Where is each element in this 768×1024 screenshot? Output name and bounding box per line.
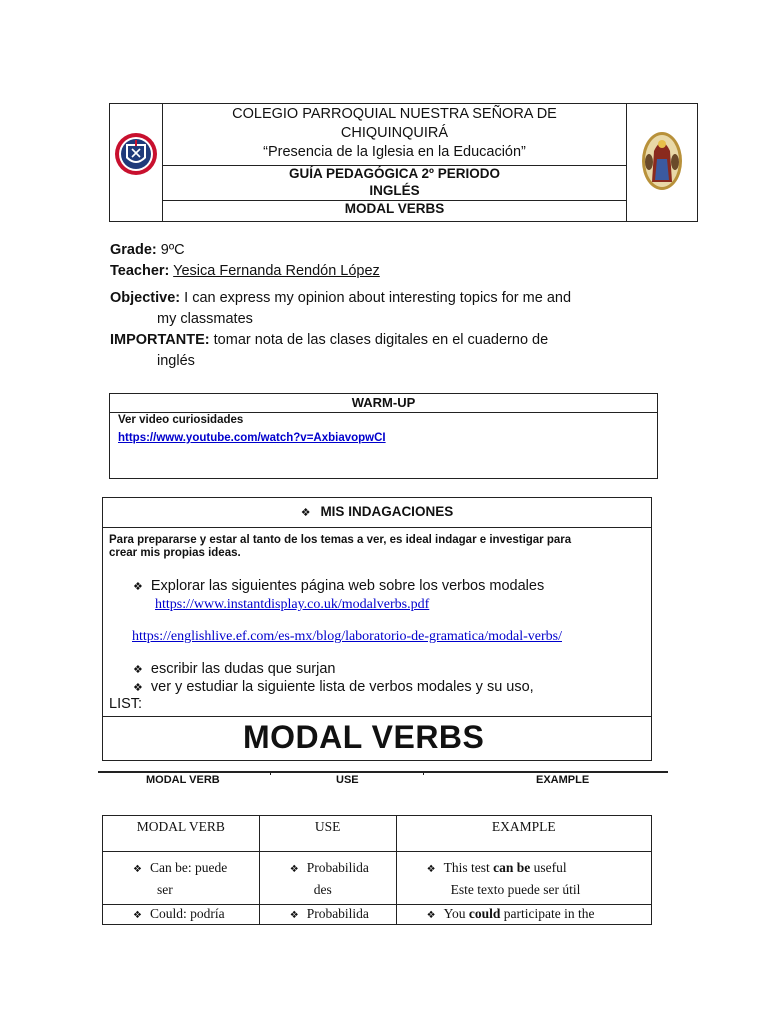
verb-text: Can be: puede	[149, 860, 228, 875]
important-line	[110, 332, 548, 348]
divider	[103, 716, 651, 717]
diamond-bullet-icon: ❖	[133, 663, 143, 676]
diamond-bullet-icon: ❖	[133, 910, 142, 921]
table-header-row	[103, 816, 652, 852]
verb-text: Could: podría	[149, 906, 225, 921]
objective-text-2: my classmates	[157, 311, 253, 327]
use-text: Probabilida	[306, 906, 369, 921]
th-example: EXAMPLE	[396, 816, 651, 852]
table-row	[103, 905, 652, 925]
header-text	[162, 104, 627, 221]
englishlive-link[interactable]: https://englishlive.ef.com/es-mx/blog/laboratorio-de-gramatica/modal-verbs/	[132, 629, 562, 644]
indagaciones-box	[102, 497, 652, 761]
use-text-cont: des	[313, 882, 332, 897]
header-table	[109, 103, 698, 222]
topic-title: MODAL VERBS	[344, 201, 445, 216]
ghost-header-rule	[98, 771, 668, 773]
diamond-bullet-icon: ❖	[289, 910, 299, 921]
list-label: LIST:	[109, 696, 143, 712]
guide-title-cell	[162, 164, 627, 201]
example-post: useful	[530, 860, 567, 875]
teacher-line	[110, 263, 380, 279]
school-name-line1: COLEGIO PARROQUIAL NUESTRA SEÑORA DE	[232, 106, 557, 122]
important-text-1: tomar nota de las clases digitales en el cuaderno de	[213, 332, 549, 348]
diamond-bullet-icon: ❖	[133, 580, 143, 593]
cell-verb	[103, 905, 260, 925]
th-use: USE	[259, 816, 396, 852]
grade-value: 9ºC	[160, 242, 185, 258]
cell-example	[396, 905, 651, 925]
bullet-explore	[133, 578, 544, 594]
diamond-bullet-icon: ❖	[426, 864, 436, 875]
grade-line	[110, 242, 185, 258]
guide-title-line2: INGLÉS	[369, 183, 420, 198]
objective-label: Objective:	[110, 290, 181, 306]
teacher-label: Teacher:	[110, 263, 170, 279]
bullet-study	[133, 679, 534, 695]
modal-verbs-table	[102, 815, 652, 925]
diamond-bullet-icon: ❖	[133, 681, 143, 694]
example-pre: You	[443, 906, 469, 921]
ghost-divider-1	[270, 771, 271, 775]
cell-use	[259, 852, 396, 905]
school-shield-logo	[110, 104, 162, 221]
grade-label: Grade:	[110, 242, 157, 258]
ghost-col-modal-verb: MODAL VERB	[146, 774, 220, 786]
th-modal-verb: MODAL VERB	[103, 816, 260, 852]
diamond-bullet-icon: ❖	[133, 864, 142, 875]
indagaciones-title-row	[103, 498, 651, 528]
use-text: Probabilida	[306, 860, 369, 875]
bullet-study-text: ver y estudiar la siguiente lista de verbos modales y su uso,	[150, 679, 534, 695]
table-row	[103, 852, 652, 905]
objective-line	[110, 290, 571, 306]
example-bold: could	[468, 906, 501, 921]
modal-verbs-big-title: MODAL VERBS	[243, 719, 485, 755]
warmup-title: WARM-UP	[110, 394, 657, 413]
teacher-value: Yesica Fernanda Rendón López	[173, 263, 380, 279]
school-name-line2: CHIQUINQUIRÁ	[340, 125, 449, 141]
intro-line-2: crear mis propias ideas.	[109, 547, 241, 559]
objective-text-1: I can express my opinion about interesting topics for me and	[184, 290, 572, 306]
ghost-divider-2	[423, 771, 424, 775]
example-post: participate in the	[500, 906, 595, 921]
indagaciones-title: MIS INDAGACIONES	[320, 504, 454, 519]
cell-verb	[103, 852, 260, 905]
bullet-doubts-text: escribir las dudas que surjan	[150, 661, 336, 677]
topic-cell	[162, 199, 627, 221]
warmup-text: Ver video curiosidades	[118, 414, 244, 426]
verb-text-cont: ser	[157, 882, 173, 897]
diamond-bullet-icon: ❖	[300, 506, 311, 519]
bullet-doubts	[133, 661, 335, 677]
school-logo-cell	[110, 104, 163, 221]
guide-title-line1: GUÍA PEDAGÓGICA 2º PERIODO	[289, 166, 500, 181]
ghost-col-example: EXAMPLE	[536, 774, 590, 786]
virgin-icon	[627, 104, 697, 221]
school-name-cell	[162, 104, 627, 166]
example-pre: This test	[443, 860, 494, 875]
diamond-bullet-icon: ❖	[426, 910, 436, 921]
school-motto: “Presencia de la Iglesia en la Educación”	[263, 144, 526, 160]
cell-use	[259, 905, 396, 925]
important-text-2: inglés	[157, 353, 195, 369]
modalverbs-pdf-link[interactable]: https://www.instantdisplay.co.uk/modalverbs.pdf	[155, 597, 430, 612]
intro-line-1: Para prepararse y estar al tanto de los temas a ver, es ideal indagar e investigar para	[109, 534, 572, 546]
ghost-col-use: USE	[336, 774, 359, 786]
example-bold: can be	[493, 860, 531, 875]
bullet-explore-text: Explorar las siguientes página web sobre los verbos modales	[150, 578, 545, 594]
example-translation: Este texto puede ser útil	[450, 882, 581, 897]
important-label: IMPORTANTE:	[110, 332, 210, 348]
indagaciones-intro	[109, 534, 571, 560]
cell-example	[396, 852, 651, 905]
diamond-bullet-icon: ❖	[289, 864, 299, 875]
warmup-box	[109, 393, 658, 479]
virgin-image-cell	[626, 104, 697, 221]
warmup-video-link[interactable]: https://www.youtube.com/watch?v=AxbiavopwCI	[118, 432, 386, 444]
